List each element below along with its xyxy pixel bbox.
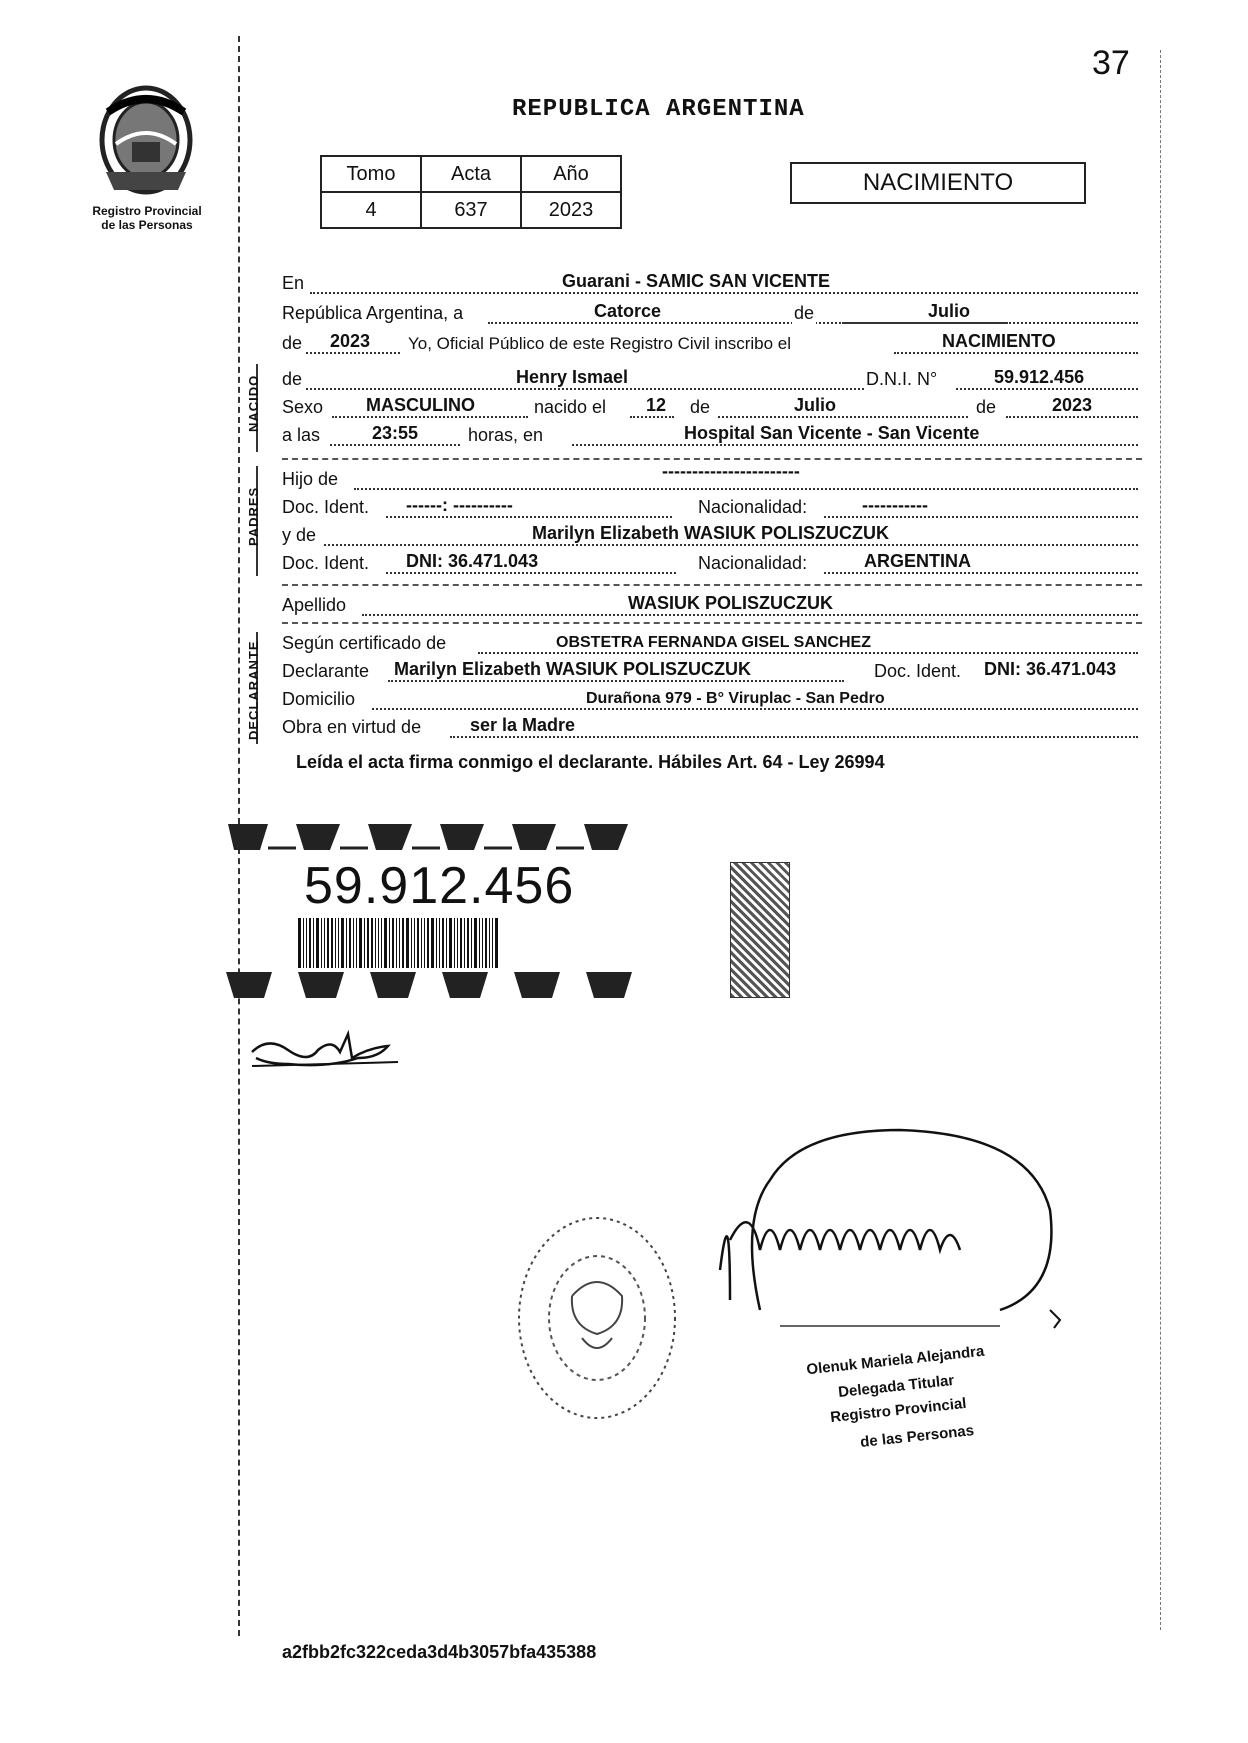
- certificate-issuer: OBSTETRA FERNANDA GISEL SANCHEZ: [556, 634, 871, 651]
- provincial-coat-of-arms-logo: [86, 82, 206, 202]
- barcode-bar: [389, 918, 390, 968]
- barcode-bar: [371, 918, 373, 968]
- father-nationality: -----------: [862, 495, 928, 515]
- barcode-bar: [381, 918, 382, 968]
- barcode-bar: [495, 918, 498, 968]
- barcode-bar: [446, 918, 447, 968]
- section-declarante-label: DECLARANTE: [246, 640, 261, 740]
- row-mother-doc: Doc. Ident. DNI: 36.471.043 Nacionalidad: ARGENTINA: [282, 550, 1138, 576]
- official-name: Olenuk Mariela Alejandra: [805, 1342, 986, 1379]
- barcode-bar: [485, 918, 487, 968]
- barcode-bar: [353, 918, 354, 968]
- barcode-bar: [298, 918, 301, 968]
- section-padres-label: PADRES: [246, 486, 261, 546]
- anio-value: 2023: [521, 192, 621, 228]
- birth-year: 2023: [1052, 395, 1093, 415]
- official-office: Registro Provincial: [829, 1394, 968, 1427]
- barcode-bar: [392, 918, 394, 968]
- barcode-bar: [411, 918, 412, 968]
- barcode-bar: [436, 918, 437, 968]
- security-band-bottom: [222, 966, 666, 1000]
- barcode-bar: [464, 918, 465, 968]
- child-name: Henry Ismael: [516, 367, 629, 387]
- record-reference-table: [320, 155, 622, 229]
- barcode-bar: [449, 918, 452, 968]
- barcode-bar: [359, 918, 362, 968]
- barcode-bar: [378, 918, 379, 968]
- barcode-bar: [439, 918, 440, 968]
- official-office-2: de las Personas: [859, 1422, 975, 1451]
- official-seal-stamp: [512, 1208, 682, 1433]
- barcode-bar: [349, 918, 351, 968]
- barcode-bar: [427, 918, 429, 968]
- barcode-bar: [324, 918, 325, 968]
- row-apellido: Apellido WASIUK POLISZUCZUK: [282, 592, 1138, 618]
- mother-name: Marilyn Elizabeth WASIUK POLISZUCZUK: [532, 523, 890, 543]
- security-hologram: [730, 862, 790, 998]
- row-mother: y de Marilyn Elizabeth WASIUK POLISZUCZUK: [282, 522, 1138, 548]
- barcode-bar: [489, 918, 490, 968]
- barcode-bar: [467, 918, 469, 968]
- en-label: En: [282, 273, 305, 293]
- row-en: [282, 270, 1138, 296]
- registry-office: Guarani - SAMIC SAN VICENTE: [562, 271, 831, 291]
- barcode-bar: [414, 918, 415, 968]
- barcode-bar: [341, 918, 344, 968]
- official-signature: [700, 1100, 1080, 1365]
- barcode-bar: [375, 918, 376, 968]
- barcode: [298, 918, 556, 968]
- barcode-bar: [367, 918, 369, 968]
- barcode-bar: [335, 918, 336, 968]
- barcode-bar: [338, 918, 339, 968]
- mother-nationality: ARGENTINA: [864, 551, 971, 571]
- table-header: Tomo: [321, 156, 421, 192]
- day-in-words: Catorce: [594, 301, 662, 321]
- barcode-bar: [399, 918, 400, 968]
- official-title: Delegada Titular: [837, 1371, 956, 1402]
- barcode-bar: [384, 918, 387, 968]
- row-declarant: Declarante Marilyn Elizabeth WASIUK POLISZUCZUK Doc. Ident. DNI: 36.471.043: [282, 659, 1117, 681]
- logo-caption: Registro Provincial de las Personas: [92, 204, 202, 232]
- year: 2023: [330, 331, 371, 351]
- birth-month: Julio: [794, 395, 837, 415]
- acta-value: 637: [421, 192, 521, 228]
- barcode-bar: [454, 918, 455, 968]
- barcode-bar: [303, 918, 304, 968]
- barcode-bar: [396, 918, 397, 968]
- barcode-bar: [421, 918, 422, 968]
- birth-day: 12: [646, 395, 667, 415]
- barcode-bar: [364, 918, 365, 968]
- row-father-doc: Doc. Ident. ------: ---------- Nacionalidad: -----------: [282, 494, 1138, 520]
- row-obra: Obra en virtud de ser la Madre: [282, 714, 1138, 740]
- document-hash: a2fbb2fc322ceda3d4b3057bfa435388: [282, 1642, 597, 1662]
- barcode-bar: [306, 918, 307, 968]
- barcode-bar: [346, 918, 347, 968]
- barcode-bar: [309, 918, 311, 968]
- row-father: Hijo de -----------------------: [282, 466, 1138, 492]
- barcode-bar: [431, 918, 434, 968]
- barcode-bar: [406, 918, 409, 968]
- record-type-box: NACIMIENTO: [790, 162, 1086, 204]
- security-band-top: [222, 820, 666, 854]
- row-date: República Argentina, a Catorce de Julio: [282, 300, 1138, 326]
- declarant-address: Durañona 979 - B° Viruplac - San Pedro: [586, 690, 885, 707]
- child-dni: 59.912.456: [994, 367, 1085, 387]
- document-title: REPUBLICA ARGENTINA: [512, 96, 805, 123]
- barcode-bar: [424, 918, 425, 968]
- row-nacido-time: a las 23:55 horas, en Hospital San Vicente - San Vicente: [282, 422, 1138, 448]
- barcode-bar: [313, 918, 314, 968]
- barcode-bar: [316, 918, 319, 968]
- inscription-type: NACIMIENTO: [942, 331, 1056, 351]
- barcode-bar: [474, 918, 477, 968]
- barcode-bar: [482, 918, 483, 968]
- table-header: Acta: [421, 156, 521, 192]
- mother-doc: DNI: 36.471.043: [406, 551, 539, 571]
- barcode-bar: [457, 918, 458, 968]
- table-header: Año: [521, 156, 621, 192]
- barcode-bar: [471, 918, 472, 968]
- declarant-name: Marilyn Elizabeth WASIUK POLISZUCZUK: [394, 659, 752, 679]
- barcode-bar: [442, 918, 444, 968]
- barcode-bar: [417, 918, 419, 968]
- father-name: -----------------------: [662, 461, 800, 481]
- row-year: de 2023 Yo, Oficial Público de este Registro Civil inscribo el NACIMIENTO: [282, 330, 1138, 356]
- barcode-bar: [492, 918, 493, 968]
- tomo-value: 4: [321, 192, 421, 228]
- surname: WASIUK POLISZUCZUK: [628, 593, 833, 613]
- barcode-bar: [460, 918, 462, 968]
- row-nacido-name: de Henry Ismael D.N.I. N° 59.912.456: [282, 366, 1138, 392]
- row-certificate: Según certificado de OBSTETRA FERNANDA GISEL SANCHEZ: [282, 630, 1138, 656]
- birth-place: Hospital San Vicente - San Vicente: [684, 423, 980, 443]
- father-doc: ------: ----------: [406, 495, 513, 515]
- barcode-number: 59.912.456: [304, 857, 575, 915]
- declarant-signature: [248, 1028, 398, 1079]
- declarant-doc: DNI: 36.471.043: [984, 659, 1117, 679]
- barcode-bar: [356, 918, 357, 968]
- right-margin-line: [1160, 50, 1161, 1630]
- section-nacido-label: NACIDO: [246, 374, 261, 432]
- birth-time: 23:55: [372, 423, 419, 443]
- barcode-bar: [321, 918, 322, 968]
- barcode-bar: [479, 918, 480, 968]
- barcode-bar: [331, 918, 333, 968]
- child-sex: MASCULINO: [366, 395, 475, 415]
- legal-statement: Leída el acta firma conmigo el declarante. Hábiles Art. 64 - Ley 26994: [296, 752, 885, 772]
- row-domicilio: Domicilio Durañona 979 - B° Viruplac - San Pedro: [282, 686, 1138, 712]
- barcode-bar: [327, 918, 329, 968]
- row-nacido-sex: Sexo MASCULINO nacido el 12 de Julio de 2023: [282, 394, 1138, 420]
- barcode-bar: [402, 918, 404, 968]
- page-number: 37: [1092, 44, 1130, 82]
- declarant-relationship: ser la Madre: [470, 715, 576, 735]
- month: Julio: [928, 301, 971, 321]
